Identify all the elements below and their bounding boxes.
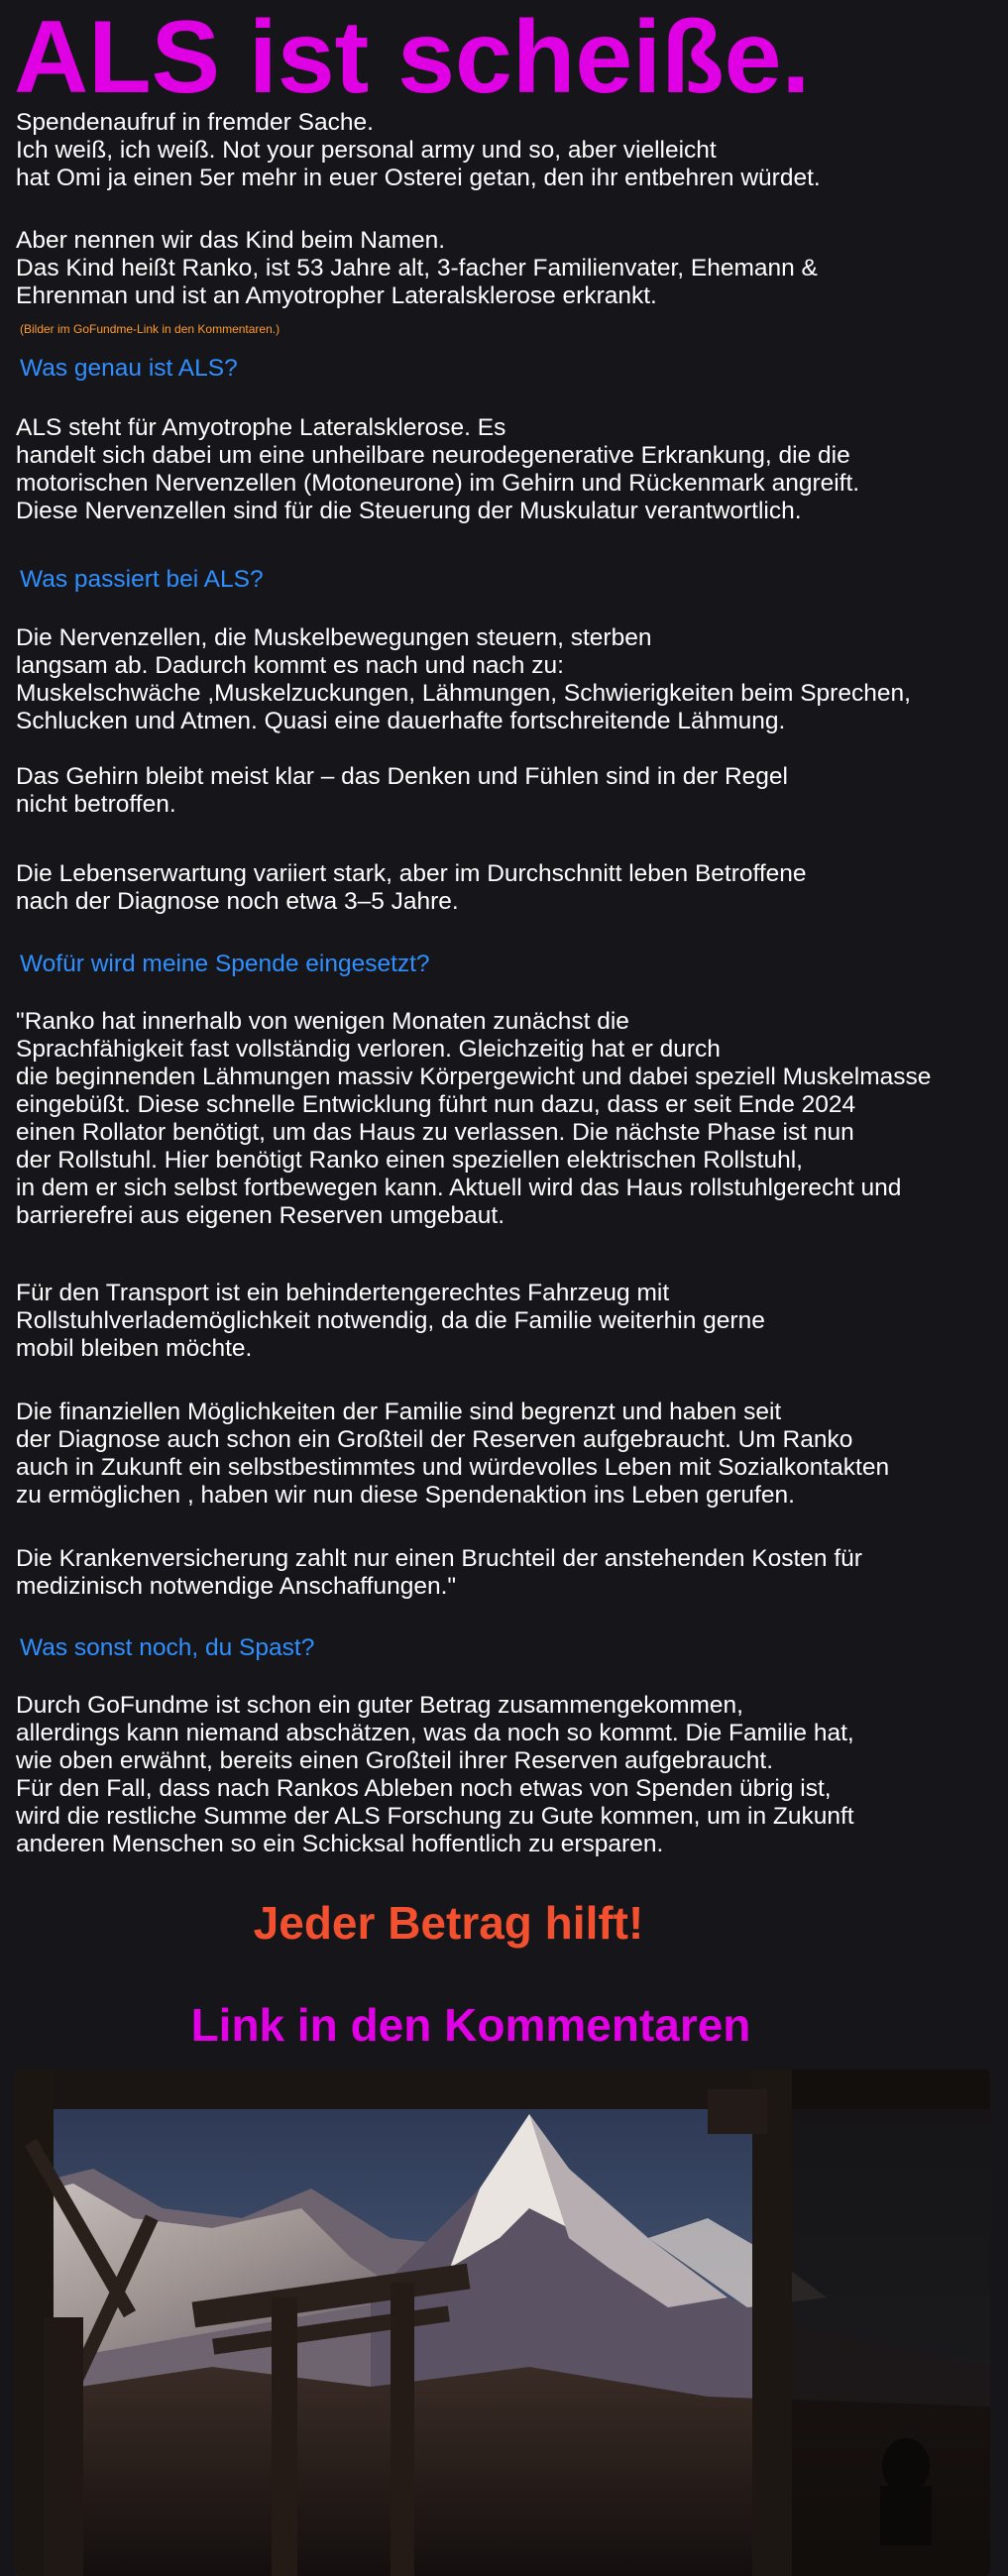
image-note: (Bilder im GoFundme-Link in den Kommentaren.) [20, 322, 280, 336]
what-happens-para-1: Die Nervenzellen, die Muskelbewegungen steuern, sterben langsam ab. Dadurch kommt es nach und nach zu: Muskelschwäche ,Muskelzuckungen, Lähmungen, Schwierigkeiten beim Sprechen, Schlucken und Atmen. Quasi eine dauerhafte fortschreitende Lähmung. [16, 624, 911, 734]
what-else-text: Durch GoFundme ist schon ein guter Betrag zusammengekommen, allerdings kann niemand abschätzen, was da noch so kommt. Die Familie hat, wie oben erwähnt, bereits einen Großteil ihrer Reserven aufgebraucht. Für den Fall, dass nach Rankos Ableben noch etwas von Spenden übrig ist, wird die restliche Summe der ALS Forschung zu Gute kommen, um in Zukunft anderen Menschen so ein Schicksal hoffentlich zu ersparen. [16, 1692, 854, 1857]
donation-para-2: Für den Transport ist ein behindertengerechtes Fahrzeug mit Rollstuhlverlademöglichkeit notwendig, da die Familie weiterhin gerne mobil bleiben möchte. [16, 1280, 765, 1362]
heading-what-is-als: Was genau ist ALS? [20, 355, 238, 382]
page-title: ALS ist scheiße. [14, 0, 811, 115]
what-happens-para-2: Das Gehirn bleibt meist klar – das Denken und Fühlen sind in der Regel nicht betroffen. [16, 763, 788, 818]
donation-para-4: Die Krankenversicherung zahlt nur einen Bruchteil der anstehenden Kosten für medizinisch notwendige Anschaffungen." [16, 1545, 862, 1600]
link-in-comments: Link in den Kommentaren [190, 1999, 751, 2051]
mountain-landscape-image [14, 2070, 990, 2576]
heading-what-happens: Was passiert bei ALS? [20, 566, 264, 593]
what-happens-para-3: Die Lebenserwartung variiert stark, aber im Durchschnitt leben Betroffene nach der Diagnose noch etwa 3–5 Jahre. [16, 860, 807, 915]
donation-para-3: Die finanziellen Möglichkeiten der Familie sind begrenzt und haben seit der Diagnose auch schon ein Großteil der Reserven aufgebraucht. Um Ranko auch in Zukunft ein selbstbestimmtes und würdevolles Leben mit Sozialkontakten zu ermöglichen , haben wir nun diese Spendenaktion ins Leben gerufen. [16, 1399, 890, 1509]
name-paragraph: Aber nennen wir das Kind beim Namen. Das Kind heißt Ranko, ist 53 Jahre alt, 3-facher Familienvater, Ehemann & Ehrenman und ist an Amyotropher Lateralsklerose erkrankt. [16, 227, 818, 309]
mountain-landscape-photo [14, 2070, 990, 2576]
heading-what-else: Was sonst noch, du Spast? [20, 1634, 315, 1661]
donation-para-1: "Ranko hat innerhalb von wenigen Monaten zunächst die Sprachfähigkeit fast vollständig verloren. Gleichzeitig hat er durch die beginnenden Lähmungen massiv Körpergewicht und dabei speziell Muskelmasse eingebüßt. Diese schnelle Entwicklung führt nun dazu, dass er seit Ende 2024 einen Rollator benötigt, um das Haus zu verlassen. Die nächste Phase ist nun der Rollstuhl. Hier benötigt Ranko einen speziellen elektrischen Rollstuhl, in dem er sich selbst fortbewegen kann. Aktuell wird das Haus rollstuhlgerecht und barrierefrei aus eigenen Reserven umgebaut. [16, 1008, 932, 1229]
what-is-als-text: ALS steht für Amyotrophe Lateralsklerose. Es handelt sich dabei um eine unheilbare neurodegenerative Erkrankung, die die motorischen Nervenzellen (Motoneurone) im Gehirn und Rückenmark angreift. Diese Nervenzellen sind für die Steuerung der Muskulatur verantwortlich. [16, 414, 860, 524]
intro-text: Spendenaufruf in fremder Sache. Ich weiß, ich weiß. Not your personal army und so, aber vielleicht hat Omi ja einen 5er mehr in euer Osterei getan, den ihr entbehren würdet. [16, 109, 821, 191]
heading-donation-use: Wofür wird meine Spende eingesetzt? [20, 951, 430, 977]
every-amount-helps: Jeder Betrag hilft! [253, 1897, 644, 1949]
